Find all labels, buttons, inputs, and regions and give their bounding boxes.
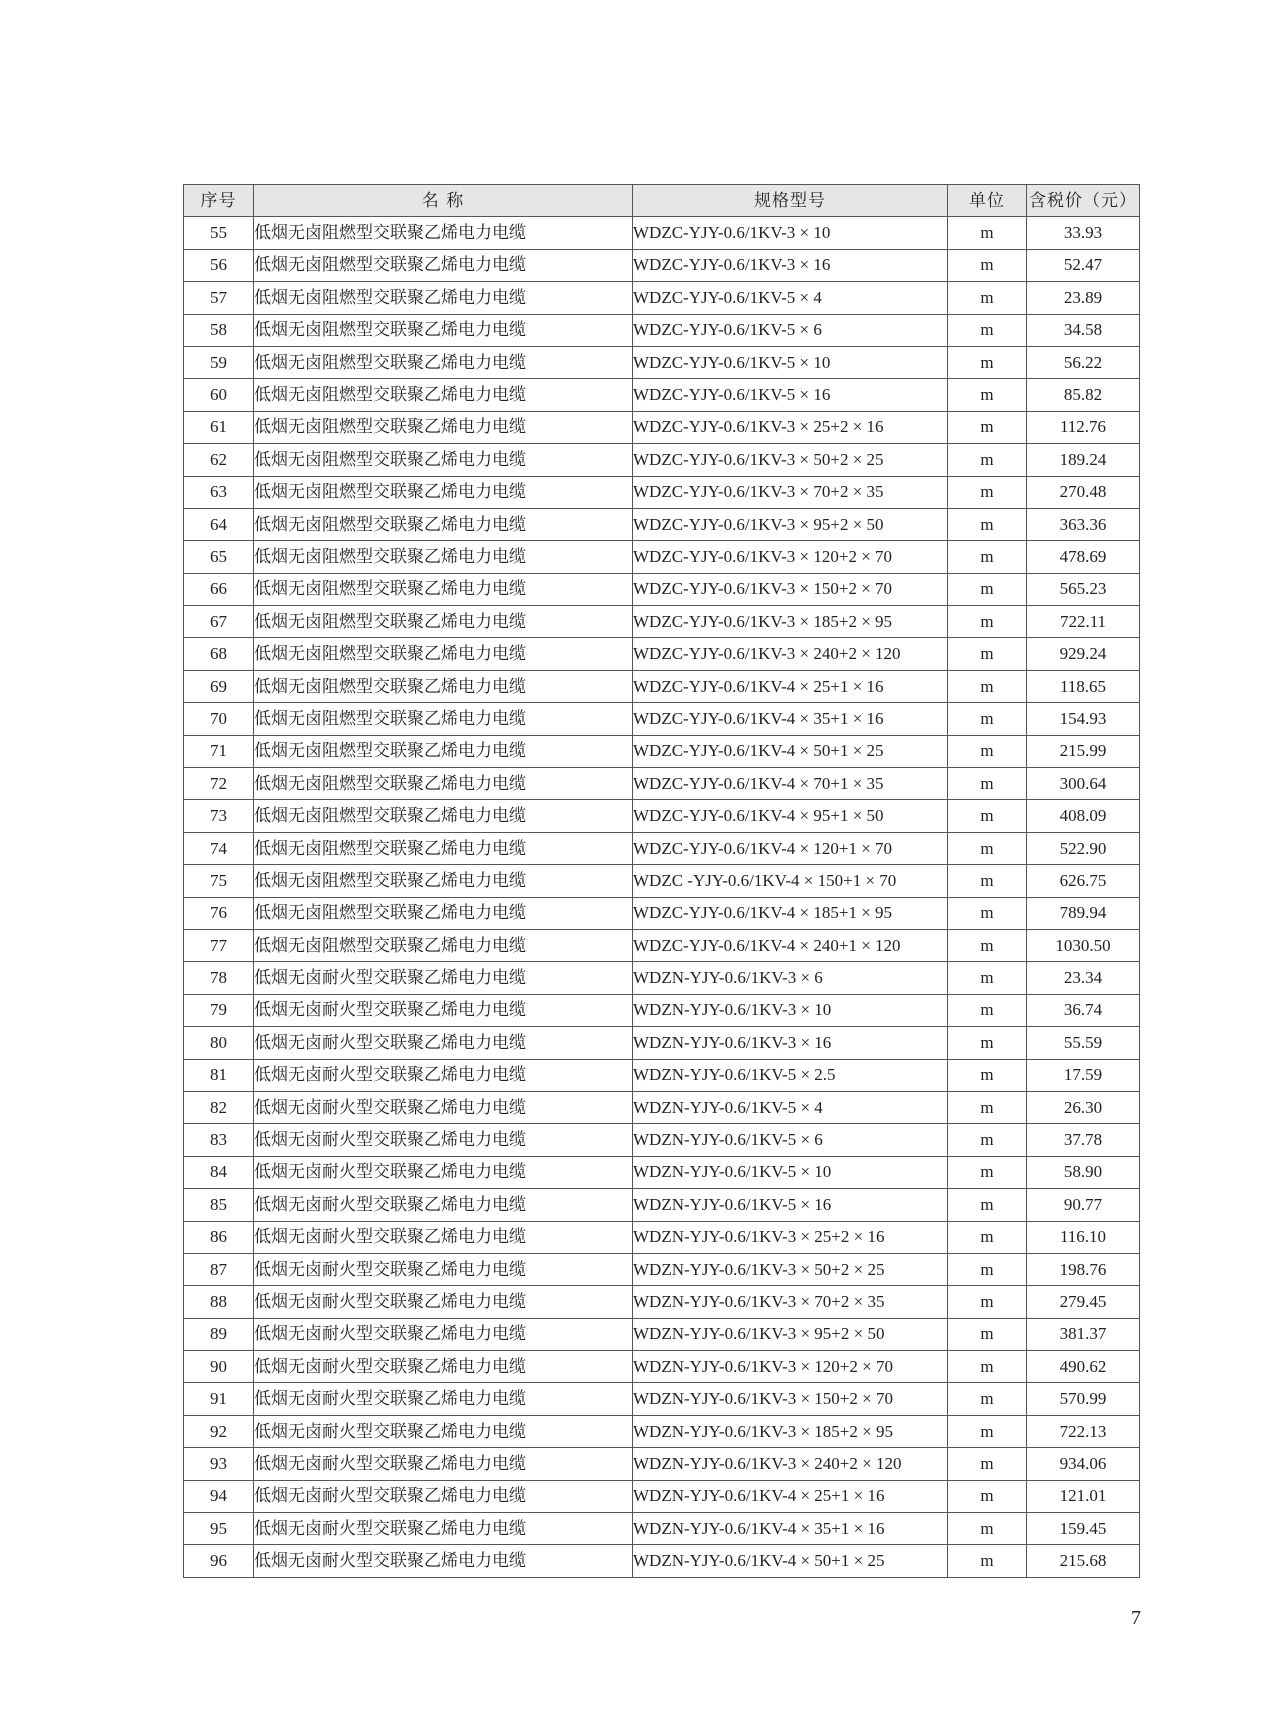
cell-price: 363.36	[1027, 508, 1140, 540]
cell-name: 低烟无卤阻燃型交联聚乙烯电力电缆	[254, 832, 633, 864]
cell-no: 65	[184, 541, 254, 573]
cell-name: 低烟无卤阻燃型交联聚乙烯电力电缆	[254, 217, 633, 249]
cell-price: 722.11	[1027, 606, 1140, 638]
table-row	[184, 314, 1140, 346]
cell-name: 低烟无卤耐火型交联聚乙烯电力电缆	[254, 1513, 633, 1545]
cell-no: 84	[184, 1156, 254, 1188]
cell-no: 77	[184, 929, 254, 961]
table-row	[184, 1383, 1140, 1415]
cell-no: 67	[184, 606, 254, 638]
cell-spec: WDZC-YJY-0.6/1KV-4 × 95+1 × 50	[633, 800, 948, 832]
cell-spec: WDZC-YJY-0.6/1KV-4 × 70+1 × 35	[633, 768, 948, 800]
table-row	[184, 508, 1140, 540]
table-row	[184, 1253, 1140, 1285]
cell-no: 82	[184, 1091, 254, 1123]
cell-unit: m	[948, 346, 1027, 378]
cell-price: 36.74	[1027, 994, 1140, 1026]
table-row	[184, 379, 1140, 411]
cell-price: 90.77	[1027, 1189, 1140, 1221]
cell-unit: m	[948, 670, 1027, 702]
cell-no: 74	[184, 832, 254, 864]
cell-name: 低烟无卤耐火型交联聚乙烯电力电缆	[254, 1351, 633, 1383]
cell-unit: m	[948, 1286, 1027, 1318]
header-spec: 规格型号	[633, 185, 948, 217]
table-row	[184, 670, 1140, 702]
cell-unit: m	[948, 573, 1027, 605]
cell-unit: m	[948, 962, 1027, 994]
cell-price: 270.48	[1027, 476, 1140, 508]
cell-name: 低烟无卤阻燃型交联聚乙烯电力电缆	[254, 282, 633, 314]
cell-unit: m	[948, 994, 1027, 1026]
table-row	[184, 1480, 1140, 1512]
cell-unit: m	[948, 217, 1027, 249]
cell-no: 72	[184, 768, 254, 800]
cell-name: 低烟无卤阻燃型交联聚乙烯电力电缆	[254, 670, 633, 702]
cell-spec: WDZC-YJY-0.6/1KV-3 × 150+2 × 70	[633, 573, 948, 605]
cell-price: 215.68	[1027, 1545, 1140, 1577]
cell-no: 90	[184, 1351, 254, 1383]
cell-name: 低烟无卤阻燃型交联聚乙烯电力电缆	[254, 314, 633, 346]
cell-unit: m	[948, 1059, 1027, 1091]
table-row	[184, 1221, 1140, 1253]
cell-price: 381.37	[1027, 1318, 1140, 1350]
cell-name: 低烟无卤耐火型交联聚乙烯电力电缆	[254, 1091, 633, 1123]
cell-price: 56.22	[1027, 346, 1140, 378]
table-row	[184, 444, 1140, 476]
table-row	[184, 411, 1140, 443]
cell-name: 低烟无卤阻燃型交联聚乙烯电力电缆	[254, 735, 633, 767]
cell-no: 75	[184, 865, 254, 897]
cell-price: 159.45	[1027, 1513, 1140, 1545]
table-row	[184, 929, 1140, 961]
cell-no: 58	[184, 314, 254, 346]
cell-spec: WDZC-YJY-0.6/1KV-3 × 25+2 × 16	[633, 411, 948, 443]
table-row	[184, 217, 1140, 249]
cell-no: 93	[184, 1448, 254, 1480]
table-row	[184, 865, 1140, 897]
cell-spec: WDZC-YJY-0.6/1KV-4 × 25+1 × 16	[633, 670, 948, 702]
cell-unit: m	[948, 1480, 1027, 1512]
cell-price: 37.78	[1027, 1124, 1140, 1156]
table-row	[184, 249, 1140, 281]
cell-price: 408.09	[1027, 800, 1140, 832]
cell-unit: m	[948, 1448, 1027, 1480]
cell-spec: WDZC-YJY-0.6/1KV-3 × 95+2 × 50	[633, 508, 948, 540]
cell-no: 68	[184, 638, 254, 670]
cell-name: 低烟无卤耐火型交联聚乙烯电力电缆	[254, 1545, 633, 1577]
table-row	[184, 735, 1140, 767]
cell-price: 112.76	[1027, 411, 1140, 443]
cell-spec: WDZN-YJY-0.6/1KV-5 × 10	[633, 1156, 948, 1188]
cell-price: 121.01	[1027, 1480, 1140, 1512]
table-row	[184, 1545, 1140, 1577]
cell-no: 91	[184, 1383, 254, 1415]
cell-name: 低烟无卤阻燃型交联聚乙烯电力电缆	[254, 476, 633, 508]
cell-no: 69	[184, 670, 254, 702]
cell-name: 低烟无卤耐火型交联聚乙烯电力电缆	[254, 962, 633, 994]
cell-name: 低烟无卤耐火型交联聚乙烯电力电缆	[254, 1124, 633, 1156]
cell-unit: m	[948, 929, 1027, 961]
table-row	[184, 1415, 1140, 1447]
cell-unit: m	[948, 476, 1027, 508]
cell-unit: m	[948, 1318, 1027, 1350]
cell-unit: m	[948, 1189, 1027, 1221]
cell-spec: WDZC-YJY-0.6/1KV-4 × 185+1 × 95	[633, 897, 948, 929]
cell-spec: WDZN-YJY-0.6/1KV-3 × 6	[633, 962, 948, 994]
cell-spec: WDZN-YJY-0.6/1KV-5 × 6	[633, 1124, 948, 1156]
cell-spec: WDZN-YJY-0.6/1KV-3 × 10	[633, 994, 948, 1026]
cell-name: 低烟无卤阻燃型交联聚乙烯电力电缆	[254, 411, 633, 443]
cell-unit: m	[948, 1124, 1027, 1156]
table-row	[184, 1124, 1140, 1156]
cell-price: 189.24	[1027, 444, 1140, 476]
cell-price: 52.47	[1027, 249, 1140, 281]
table-row	[184, 1318, 1140, 1350]
cell-price: 34.58	[1027, 314, 1140, 346]
cell-spec: WDZC-YJY-0.6/1KV-3 × 10	[633, 217, 948, 249]
cell-unit: m	[948, 508, 1027, 540]
cell-spec: WDZC-YJY-0.6/1KV-4 × 240+1 × 120	[633, 929, 948, 961]
table-row	[184, 1027, 1140, 1059]
cell-spec: WDZN-YJY-0.6/1KV-3 × 70+2 × 35	[633, 1286, 948, 1318]
cell-name: 低烟无卤阻燃型交联聚乙烯电力电缆	[254, 444, 633, 476]
cell-unit: m	[948, 606, 1027, 638]
cell-no: 76	[184, 897, 254, 929]
table-row	[184, 476, 1140, 508]
cell-no: 61	[184, 411, 254, 443]
cell-price: 279.45	[1027, 1286, 1140, 1318]
cell-name: 低烟无卤耐火型交联聚乙烯电力电缆	[254, 1448, 633, 1480]
cell-unit: m	[948, 1253, 1027, 1285]
table-row	[184, 897, 1140, 929]
cell-no: 88	[184, 1286, 254, 1318]
cell-spec: WDZN-YJY-0.6/1KV-3 × 185+2 × 95	[633, 1415, 948, 1447]
cell-price: 1030.50	[1027, 929, 1140, 961]
cell-price: 722.13	[1027, 1415, 1140, 1447]
cell-price: 789.94	[1027, 897, 1140, 929]
cell-name: 低烟无卤耐火型交联聚乙烯电力电缆	[254, 1415, 633, 1447]
cell-no: 80	[184, 1027, 254, 1059]
cell-price: 116.10	[1027, 1221, 1140, 1253]
cell-spec: WDZC-YJY-0.6/1KV-5 × 16	[633, 379, 948, 411]
cell-name: 低烟无卤阻燃型交联聚乙烯电力电缆	[254, 508, 633, 540]
cell-no: 83	[184, 1124, 254, 1156]
cell-price: 23.34	[1027, 962, 1140, 994]
cell-name: 低烟无卤阻燃型交联聚乙烯电力电缆	[254, 638, 633, 670]
cell-name: 低烟无卤耐火型交联聚乙烯电力电缆	[254, 1253, 633, 1285]
cell-name: 低烟无卤阻燃型交联聚乙烯电力电缆	[254, 800, 633, 832]
cell-spec: WDZN-YJY-0.6/1KV-4 × 50+1 × 25	[633, 1545, 948, 1577]
cell-unit: m	[948, 897, 1027, 929]
cell-unit: m	[948, 249, 1027, 281]
cell-spec: WDZC-YJY-0.6/1KV-4 × 50+1 × 25	[633, 735, 948, 767]
table-row	[184, 800, 1140, 832]
header-price: 含税价（元）	[1027, 185, 1140, 217]
cell-name: 低烟无卤阻燃型交联聚乙烯电力电缆	[254, 929, 633, 961]
cell-unit: m	[948, 1383, 1027, 1415]
cell-price: 33.93	[1027, 217, 1140, 249]
table-row	[184, 1351, 1140, 1383]
cell-price: 565.23	[1027, 573, 1140, 605]
table-row	[184, 994, 1140, 1026]
cell-price: 215.99	[1027, 735, 1140, 767]
cell-spec: WDZC-YJY-0.6/1KV-3 × 50+2 × 25	[633, 444, 948, 476]
cell-price: 300.64	[1027, 768, 1140, 800]
cell-unit: m	[948, 314, 1027, 346]
table-row	[184, 573, 1140, 605]
cell-price: 26.30	[1027, 1091, 1140, 1123]
cell-no: 73	[184, 800, 254, 832]
cell-spec: WDZN-YJY-0.6/1KV-5 × 16	[633, 1189, 948, 1221]
cell-spec: WDZN-YJY-0.6/1KV-5 × 4	[633, 1091, 948, 1123]
cell-price: 23.89	[1027, 282, 1140, 314]
cell-no: 95	[184, 1513, 254, 1545]
table-row	[184, 606, 1140, 638]
price-table	[183, 184, 1140, 1578]
cell-spec: WDZN-YJY-0.6/1KV-5 × 2.5	[633, 1059, 948, 1091]
cell-unit: m	[948, 541, 1027, 573]
cell-spec: WDZN-YJY-0.6/1KV-3 × 150+2 × 70	[633, 1383, 948, 1415]
cell-unit: m	[948, 768, 1027, 800]
cell-no: 94	[184, 1480, 254, 1512]
cell-spec: WDZN-YJY-0.6/1KV-3 × 240+2 × 120	[633, 1448, 948, 1480]
cell-unit: m	[948, 1156, 1027, 1188]
header-no: 序号	[184, 185, 254, 217]
cell-no: 96	[184, 1545, 254, 1577]
table-body	[184, 217, 1140, 1577]
cell-unit: m	[948, 444, 1027, 476]
cell-name: 低烟无卤阻燃型交联聚乙烯电力电缆	[254, 249, 633, 281]
cell-unit: m	[948, 411, 1027, 443]
cell-spec: WDZC-YJY-0.6/1KV-3 × 16	[633, 249, 948, 281]
table-row	[184, 282, 1140, 314]
cell-name: 低烟无卤耐火型交联聚乙烯电力电缆	[254, 994, 633, 1026]
cell-no: 66	[184, 573, 254, 605]
cell-price: 522.90	[1027, 832, 1140, 864]
cell-no: 89	[184, 1318, 254, 1350]
table-row	[184, 346, 1140, 378]
cell-no: 56	[184, 249, 254, 281]
cell-unit: m	[948, 735, 1027, 767]
cell-unit: m	[948, 1545, 1027, 1577]
cell-no: 64	[184, 508, 254, 540]
cell-price: 118.65	[1027, 670, 1140, 702]
table-row	[184, 1286, 1140, 1318]
cell-name: 低烟无卤阻燃型交联聚乙烯电力电缆	[254, 573, 633, 605]
cell-no: 62	[184, 444, 254, 476]
cell-name: 低烟无卤阻燃型交联聚乙烯电力电缆	[254, 897, 633, 929]
table-header-row	[184, 185, 1140, 217]
table-row	[184, 703, 1140, 735]
cell-price: 626.75	[1027, 865, 1140, 897]
table-row	[184, 832, 1140, 864]
cell-name: 低烟无卤阻燃型交联聚乙烯电力电缆	[254, 865, 633, 897]
cell-no: 57	[184, 282, 254, 314]
header-name: 名 称	[254, 185, 633, 217]
cell-price: 490.62	[1027, 1351, 1140, 1383]
cell-no: 70	[184, 703, 254, 735]
cell-spec: WDZC-YJY-0.6/1KV-5 × 6	[633, 314, 948, 346]
cell-unit: m	[948, 1091, 1027, 1123]
cell-price: 478.69	[1027, 541, 1140, 573]
cell-no: 86	[184, 1221, 254, 1253]
cell-unit: m	[948, 1513, 1027, 1545]
table-row	[184, 962, 1140, 994]
cell-name: 低烟无卤耐火型交联聚乙烯电力电缆	[254, 1027, 633, 1059]
cell-unit: m	[948, 1221, 1027, 1253]
cell-name: 低烟无卤耐火型交联聚乙烯电力电缆	[254, 1480, 633, 1512]
cell-name: 低烟无卤耐火型交联聚乙烯电力电缆	[254, 1189, 633, 1221]
cell-spec: WDZC-YJY-0.6/1KV-5 × 10	[633, 346, 948, 378]
cell-name: 低烟无卤耐火型交联聚乙烯电力电缆	[254, 1059, 633, 1091]
table-row	[184, 1059, 1140, 1091]
table-row	[184, 1091, 1140, 1123]
cell-price: 55.59	[1027, 1027, 1140, 1059]
cell-spec: WDZC-YJY-0.6/1KV-4 × 120+1 × 70	[633, 832, 948, 864]
cell-name: 低烟无卤阻燃型交联聚乙烯电力电缆	[254, 346, 633, 378]
cell-price: 58.90	[1027, 1156, 1140, 1188]
cell-name: 低烟无卤耐火型交联聚乙烯电力电缆	[254, 1383, 633, 1415]
cell-name: 低烟无卤耐火型交联聚乙烯电力电缆	[254, 1318, 633, 1350]
cell-unit: m	[948, 1027, 1027, 1059]
cell-no: 81	[184, 1059, 254, 1091]
table-row	[184, 541, 1140, 573]
cell-spec: WDZN-YJY-0.6/1KV-3 × 50+2 × 25	[633, 1253, 948, 1285]
cell-spec: WDZN-YJY-0.6/1KV-3 × 25+2 × 16	[633, 1221, 948, 1253]
cell-spec: WDZN-YJY-0.6/1KV-3 × 95+2 × 50	[633, 1318, 948, 1350]
cell-unit: m	[948, 800, 1027, 832]
cell-name: 低烟无卤阻燃型交联聚乙烯电力电缆	[254, 606, 633, 638]
cell-no: 92	[184, 1415, 254, 1447]
cell-spec: WDZC-YJY-0.6/1KV-4 × 35+1 × 16	[633, 703, 948, 735]
cell-name: 低烟无卤阻燃型交联聚乙烯电力电缆	[254, 703, 633, 735]
table-row	[184, 1448, 1140, 1480]
cell-name: 低烟无卤阻燃型交联聚乙烯电力电缆	[254, 379, 633, 411]
cell-price: 17.59	[1027, 1059, 1140, 1091]
cell-price: 929.24	[1027, 638, 1140, 670]
cell-spec: WDZN-YJY-0.6/1KV-4 × 25+1 × 16	[633, 1480, 948, 1512]
table-row	[184, 1156, 1140, 1188]
cell-unit: m	[948, 832, 1027, 864]
cell-unit: m	[948, 638, 1027, 670]
cell-no: 60	[184, 379, 254, 411]
cell-price: 198.76	[1027, 1253, 1140, 1285]
cell-unit: m	[948, 865, 1027, 897]
cell-no: 87	[184, 1253, 254, 1285]
cell-no: 59	[184, 346, 254, 378]
table-row	[184, 1189, 1140, 1221]
cell-spec: WDZC-YJY-0.6/1KV-3 × 120+2 × 70	[633, 541, 948, 573]
cell-no: 85	[184, 1189, 254, 1221]
cell-spec: WDZC-YJY-0.6/1KV-3 × 70+2 × 35	[633, 476, 948, 508]
cell-no: 55	[184, 217, 254, 249]
header-unit: 单位	[948, 185, 1027, 217]
cell-unit: m	[948, 282, 1027, 314]
page-number: 7	[1131, 1607, 1141, 1629]
table-row	[184, 768, 1140, 800]
table-row	[184, 1513, 1140, 1545]
cell-price: 154.93	[1027, 703, 1140, 735]
cell-no: 63	[184, 476, 254, 508]
table-row	[184, 638, 1140, 670]
cell-price: 85.82	[1027, 379, 1140, 411]
cell-no: 78	[184, 962, 254, 994]
cell-name: 低烟无卤耐火型交联聚乙烯电力电缆	[254, 1156, 633, 1188]
cell-name: 低烟无卤阻燃型交联聚乙烯电力电缆	[254, 768, 633, 800]
cell-spec: WDZC-YJY-0.6/1KV-5 × 4	[633, 282, 948, 314]
cell-spec: WDZC-YJY-0.6/1KV-3 × 240+2 × 120	[633, 638, 948, 670]
cell-name: 低烟无卤耐火型交联聚乙烯电力电缆	[254, 1221, 633, 1253]
cell-unit: m	[948, 1415, 1027, 1447]
cell-price: 570.99	[1027, 1383, 1140, 1415]
cell-unit: m	[948, 1351, 1027, 1383]
cell-name: 低烟无卤阻燃型交联聚乙烯电力电缆	[254, 541, 633, 573]
cell-no: 71	[184, 735, 254, 767]
cell-spec: WDZC-YJY-0.6/1KV-3 × 185+2 × 95	[633, 606, 948, 638]
cell-unit: m	[948, 379, 1027, 411]
cell-name: 低烟无卤耐火型交联聚乙烯电力电缆	[254, 1286, 633, 1318]
cell-spec: WDZN-YJY-0.6/1KV-3 × 120+2 × 70	[633, 1351, 948, 1383]
cell-price: 934.06	[1027, 1448, 1140, 1480]
cell-unit: m	[948, 703, 1027, 735]
cell-spec: WDZN-YJY-0.6/1KV-3 × 16	[633, 1027, 948, 1059]
cell-no: 79	[184, 994, 254, 1026]
cell-spec: WDZC -YJY-0.6/1KV-4 × 150+1 × 70	[633, 865, 948, 897]
cell-spec: WDZN-YJY-0.6/1KV-4 × 35+1 × 16	[633, 1513, 948, 1545]
